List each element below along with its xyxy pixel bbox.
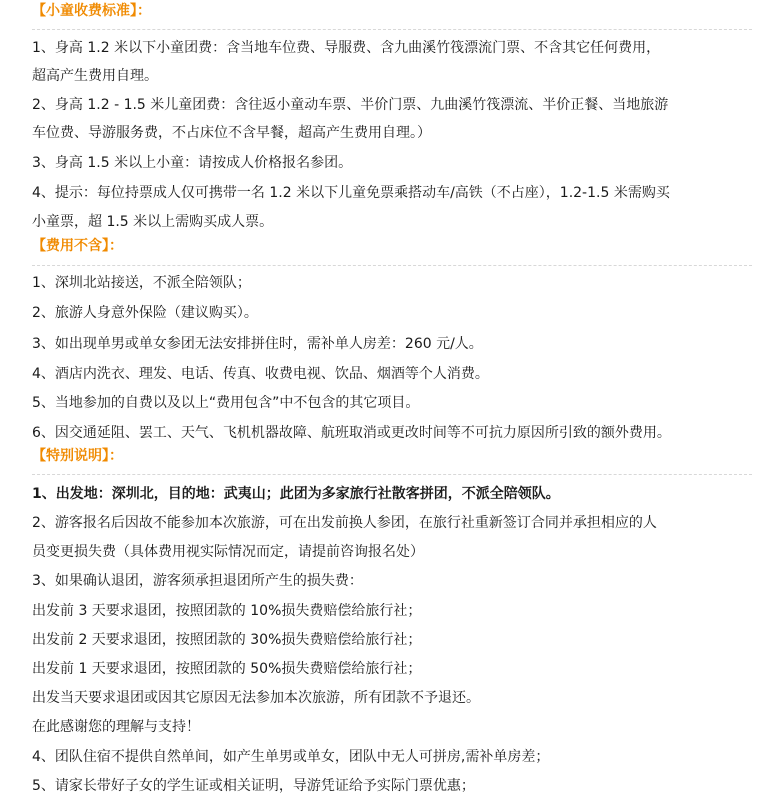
child-fee-line: 2、身高 1.2 - 1.5 米儿童团费：含往返小童动车票、半价门票、九曲溪竹筏漂流、半价正餐、当地旅游 xyxy=(32,97,669,113)
child-fee-line: 3、身高 1.5 米以上小童：请按成人价格报名参团。 xyxy=(32,155,353,171)
child-fee-line: 车位费、导游服务费，不占床位不含早餐，超高产生费用自理。） xyxy=(32,125,431,141)
special-note-line: 5、请家长带好子女的学生证或相关证明，导游凭证给予实际门票优惠； xyxy=(32,778,475,794)
section-title-special-notes: 【特别说明】： xyxy=(32,448,123,464)
special-note-line: 1、出发地：深圳北，目的地：武夷山；此团为多家旅行社散客拼团，不派全陪领队。 xyxy=(32,486,560,502)
child-fee-line: 4、提示：每位持票成人仅可携带一名 1.2 米以下儿童免票乘搭动车/高铁（不占座），1.2-1.5 米需购买 xyxy=(32,185,670,201)
special-note-line: 出发前 1 天要求退团，按照团款的 50%损失费赔偿给旅行社； xyxy=(32,661,422,677)
special-note-line: 出发前 2 天要求退团，按照团款的 30%损失费赔偿给旅行社； xyxy=(32,632,422,648)
special-note-line: 4、团队住宿不提供自然单间，如产生单男或单女，团队中无人可拼房,需补单房差； xyxy=(32,749,550,765)
special-note-line: 出发前 3 天要求退团，按照团款的 10%损失费赔偿给旅行社； xyxy=(32,603,422,619)
exclusion-line: 1、深圳北站接送，不派全陪领队； xyxy=(32,275,251,291)
special-note-line: 2、游客报名后因故不能参加本次旅游，可在出发前换人参团，在旅行社重新签订合同并承担相应的人 xyxy=(32,515,657,531)
section-title-child-fees: 【小童收费标准】： xyxy=(32,3,151,19)
exclusion-line: 2、旅游人身意外保险（建议购买）。 xyxy=(32,305,258,321)
exclusion-line: 5、当地参加的自费以及以上“费用包含”中不包含的其它项目。 xyxy=(32,395,420,411)
exclusion-line: 4、酒店内洗衣、理发、电话、传真、收费电视、饮品、烟酒等个人消费。 xyxy=(32,366,489,382)
special-note-line: 员变更损失费（具体费用视实际情况而定，请提前咨询报名处） xyxy=(32,544,424,560)
exclusion-line: 3、如出现单男或单女参团无法安排拼住时，需补单人房差：260 元/人。 xyxy=(32,336,483,352)
special-note-line: 在此感谢您的理解与支持！ xyxy=(32,719,200,735)
section-divider xyxy=(32,29,752,30)
special-note-line: 出发当天要求退团或因其它原因无法参加本次旅游，所有团款不予退还。 xyxy=(32,690,480,706)
special-note-line: 3、如果确认退团，游客须承担退团所产生的损失费： xyxy=(32,573,363,589)
child-fee-line: 超高产生费用自理。 xyxy=(32,68,158,84)
section-divider xyxy=(32,265,752,266)
child-fee-line: 小童票，超 1.5 米以上需购买成人票。 xyxy=(32,214,274,230)
section-title-exclusions: 【费用不含】： xyxy=(32,238,123,254)
child-fee-line: 1、身高 1.2 米以下小童团费：含当地车位费、导服费、含九曲溪竹筏漂流门票、不含其它任何费用， xyxy=(32,40,661,56)
section-divider xyxy=(32,474,752,475)
exclusion-line: 6、因交通延阻、罢工、天气、飞机机器故障、航班取消或更改时间等不可抗力原因所引致的额外费用。 xyxy=(32,425,671,441)
